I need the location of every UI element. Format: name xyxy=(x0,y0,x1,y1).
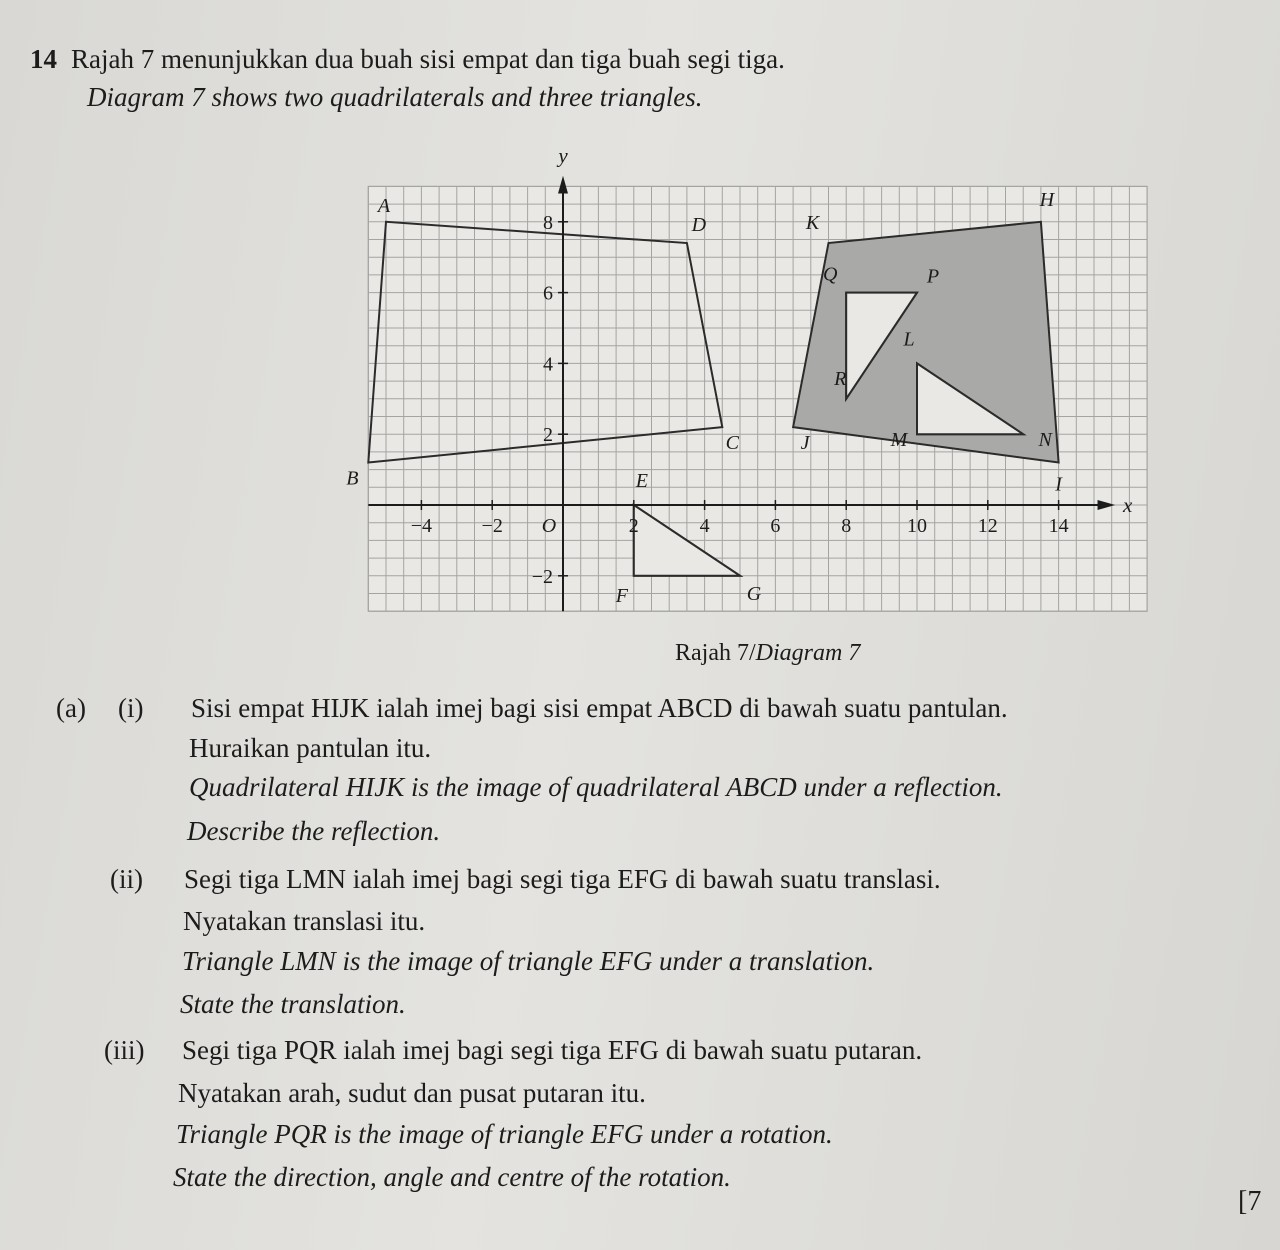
point-label-r: R xyxy=(834,367,847,390)
point-label-n: N xyxy=(1038,429,1052,452)
point-label-g: G xyxy=(746,582,762,605)
point-label-b: B xyxy=(346,467,359,490)
diagram-caption xyxy=(675,640,860,667)
marks-allocation: [7 xyxy=(1238,1186,1262,1217)
point-label-f: F xyxy=(615,584,628,607)
point-label-d: D xyxy=(691,214,707,237)
part-i-ms-1: Sisi empat HIJK ialah imej bagi sisi empat ABCD di bawah suatu pantulan. xyxy=(191,693,1008,723)
point-label-e: E xyxy=(635,470,648,492)
question-heading xyxy=(30,44,785,75)
y-tick-label: 4 xyxy=(543,353,553,376)
part-iii-label: (iii) xyxy=(104,1035,145,1065)
part-i-en-2: Describe the reflection. xyxy=(187,816,441,846)
point-label-c: C xyxy=(725,432,739,455)
question-number: 14 xyxy=(30,44,57,74)
question-title-en: Diagram 7 shows two quadrilaterals and three triangles. xyxy=(87,82,703,112)
point-label-p: P xyxy=(926,265,940,288)
point-label-m: M xyxy=(890,429,908,452)
part-i-ms-2: Huraikan pantulan itu. xyxy=(189,733,432,763)
caption-ms: Rajah 7/ xyxy=(675,640,756,666)
y-tick-label: 6 xyxy=(543,282,553,305)
x-tick-label: 6 xyxy=(770,515,781,537)
part-iii-en-2: State the direction, angle and centre of the rotation. xyxy=(173,1162,731,1192)
caption-en: Diagram 7 xyxy=(755,640,861,666)
point-label-k: K xyxy=(805,212,820,235)
part-iii-ms-1: Segi tiga PQR ialah imej bagi segi tiga EFG di bawah suatu putaran. xyxy=(182,1035,923,1065)
part-a-label: (a) xyxy=(56,693,86,723)
x-tick-label: 14 xyxy=(1048,515,1069,537)
part-iii-en-1: Triangle PQR is the image of triangle EFG under a rotation. xyxy=(176,1119,833,1149)
part-ii-en-2: State the translation. xyxy=(180,989,406,1019)
point-label-h: H xyxy=(1039,188,1055,211)
x-tick-label: O xyxy=(541,515,557,537)
x-tick-label: 2 xyxy=(628,515,639,537)
diagram-7 xyxy=(346,140,1160,620)
part-iii-ms-2: Nyatakan arah, sudut dan pusat putaran itu. xyxy=(178,1078,646,1108)
point-label-q: Q xyxy=(822,263,838,286)
part-ii-ms-2: Nyatakan translasi itu. xyxy=(183,906,426,936)
y-axis-arrow xyxy=(558,176,568,194)
x-tick-label: 4 xyxy=(699,515,710,537)
x-tick-label: −4 xyxy=(410,515,433,537)
part-i-en-1: Quadrilateral HIJK is the image of quadrilateral ABCD under a reflection. xyxy=(189,772,1003,802)
point-label-a: A xyxy=(377,194,391,217)
part-ii-en-1: Triangle LMN is the image of triangle EFG under a translation. xyxy=(182,946,875,976)
part-ii-label: (ii) xyxy=(110,864,143,894)
point-label-j: J xyxy=(800,432,810,455)
point-label-l: L xyxy=(903,328,915,351)
y-tick-label: 2 xyxy=(543,424,553,447)
y-tick-label: −2 xyxy=(531,565,553,588)
point-label-i: I xyxy=(1055,473,1062,496)
y-axis-label: y xyxy=(558,143,568,168)
x-tick-label: 8 xyxy=(841,515,852,537)
x-tick-label: 10 xyxy=(907,515,927,537)
x-tick-label: −2 xyxy=(481,515,503,537)
question-title-ms: Rajah 7 menunjukkan dua buah sisi empat dan tiga buah segi tiga. xyxy=(71,44,785,74)
y-tick-label: 8 xyxy=(543,211,553,234)
part-i-label: (i) xyxy=(118,693,144,723)
part-ii-ms-1: Segi tiga LMN ialah imej bagi segi tiga EFG di bawah suatu translasi. xyxy=(184,864,941,894)
x-tick-label: 12 xyxy=(977,515,998,537)
x-axis-label: x xyxy=(1122,493,1133,517)
